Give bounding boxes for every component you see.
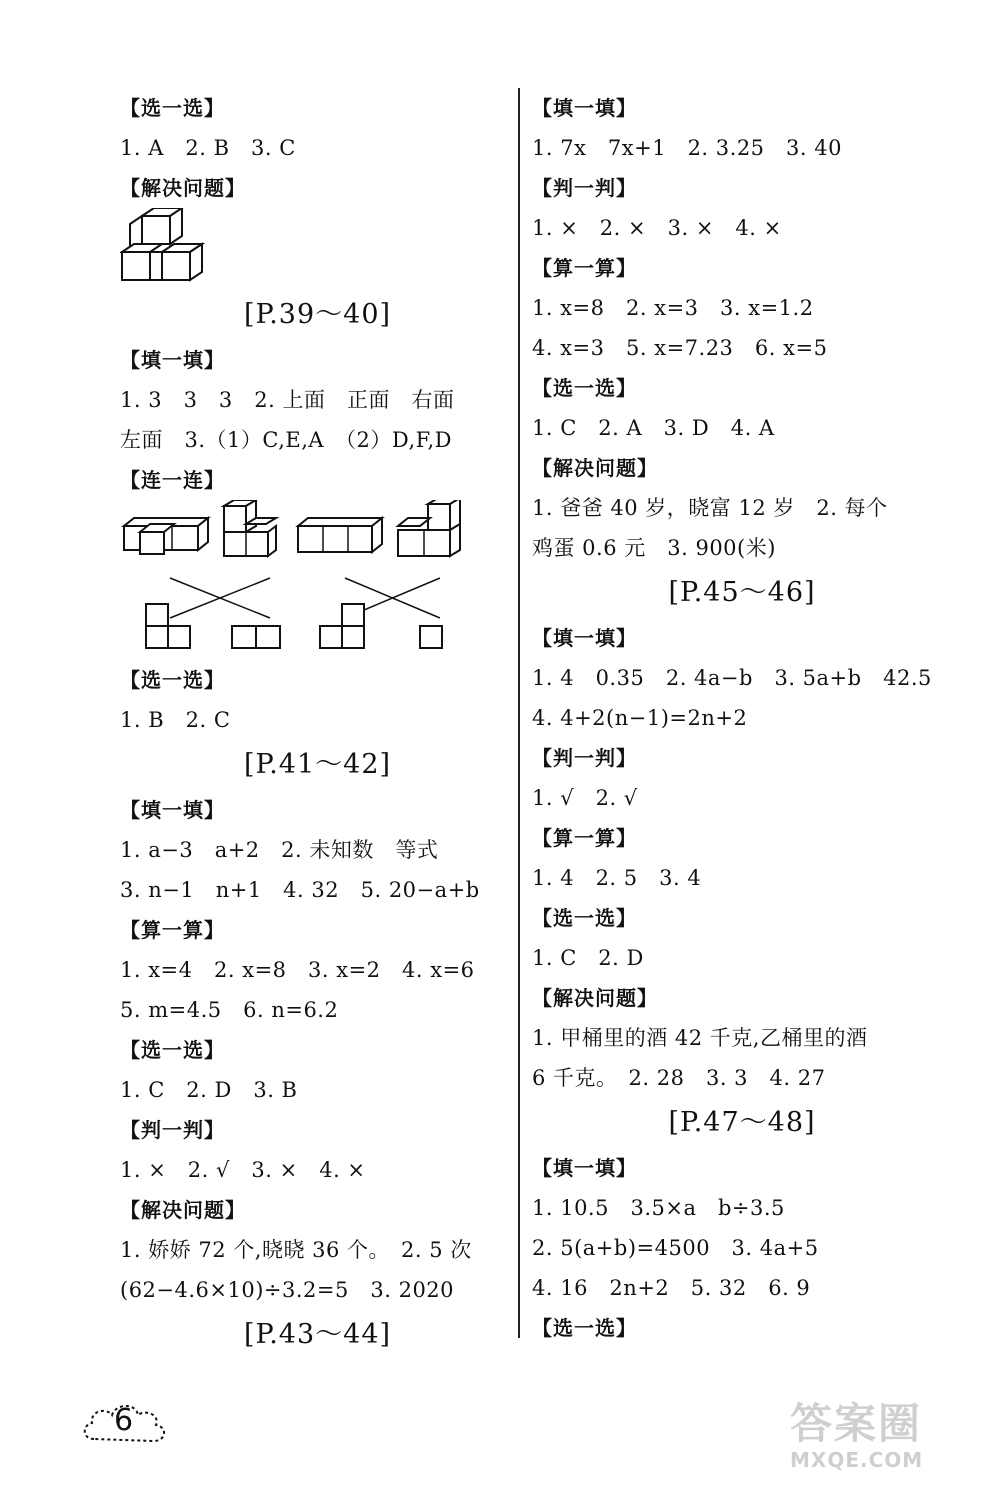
answer-line: (62−4.6×10)÷3.2=5 3. 2020 [120, 1278, 455, 1302]
heading-calculate: 【算一算】 [120, 918, 225, 942]
answer-line: 1. 3 3 3 2. 上面 正面 右面 [120, 388, 455, 412]
answer-line: 1. C 2. D [532, 946, 644, 970]
section-title: [P.43～44] [243, 1319, 392, 1350]
matching-figure [120, 500, 515, 660]
solid-shape [298, 518, 382, 552]
view-shape [146, 604, 190, 648]
heading-judge: 【判一判】 [120, 1118, 225, 1142]
answer-line: 1. x=8 2. x=3 3. x=1.2 [532, 296, 814, 320]
heading-fill: 【填一填】 [120, 348, 225, 372]
answer-line: 1. 4 2. 5 3. 4 [532, 866, 702, 890]
heading-fill: 【填一填】 [120, 798, 225, 822]
solid-shape [398, 500, 460, 556]
answer-line: 1. C 2. A 3. D 4. A [532, 416, 775, 440]
watermark-url: MXQE.COM [790, 1448, 924, 1472]
right-column [532, 88, 952, 1348]
cube-stack-drawing [120, 208, 210, 288]
answer-line: 1. 4 0.35 2. 4a−b 3. 5a+b 42.5 [532, 666, 932, 690]
answer-line: 1. √ 2. √ [532, 786, 638, 810]
heading-solve: 【解决问题】 [532, 456, 658, 480]
answer-line: 2. 5(a+b)=4500 3. 4a+5 [532, 1236, 819, 1260]
view-shape [420, 626, 442, 648]
answer-line: 鸡蛋 0.6 元 3. 900(米) [532, 536, 776, 560]
answer-line: 5. m=4.5 6. n=6.2 [120, 998, 339, 1022]
section-title: [P.45～46] [668, 577, 816, 608]
column-divider [518, 88, 520, 1338]
answer-line: 1. 娇娇 72 个,晓晓 36 个。 2. 5 次 [120, 1238, 472, 1262]
answer-line: 1. 7x 7x+1 2. 3.25 3. 40 [532, 136, 842, 160]
answer-line: 1. × 2. × 3. × 4. × [532, 216, 782, 240]
heading-solve: 【解决问题】 [120, 176, 246, 200]
heading-solve: 【解决问题】 [532, 986, 658, 1010]
answer-line: 左面 3.（1）C,E,A （2）D,F,D [120, 428, 452, 452]
answer-line: 4. 4+2(n−1)=2n+2 [532, 706, 748, 730]
left-column [120, 88, 515, 1360]
solid-shape [124, 518, 208, 554]
answer-line: 1. x=4 2. x=8 3. x=2 4. x=6 [120, 958, 475, 982]
heading-fill: 【填一填】 [532, 626, 637, 650]
answer-line: 1. A 2. B 3. C [120, 136, 296, 160]
answer-line: 1. B 2. C [120, 708, 231, 732]
heading-choose: 【选一选】 [120, 96, 225, 120]
answer-line: 1. 10.5 3.5×a b÷3.5 [532, 1196, 785, 1220]
heading-fill: 【填一填】 [532, 96, 637, 120]
answer-line: 1. a−3 a+2 2. 未知数 等式 [120, 838, 439, 862]
page-number: 6 [114, 1403, 134, 1438]
section-title: [P.39～40] [243, 299, 392, 330]
answer-line: 1. 爸爸 40 岁，晓富 12 岁 2. 每个 [532, 496, 888, 520]
heading-fill: 【填一填】 [532, 1156, 637, 1180]
heading-choose: 【选一选】 [532, 1316, 637, 1340]
watermark [790, 1400, 980, 1480]
answer-line: 1. 甲桶里的酒 42 千克,乙桶里的酒 [532, 1026, 868, 1050]
page-number-badge [80, 1395, 170, 1455]
answer-line: 4. 16 2n+2 5. 32 6. 9 [532, 1276, 811, 1300]
heading-judge: 【判一判】 [532, 746, 637, 770]
section-title: [P.47～48] [668, 1107, 816, 1138]
heading-choose: 【选一选】 [120, 668, 225, 692]
view-shape [232, 626, 280, 648]
matching-drawing [120, 500, 515, 660]
answer-line: 1. C 2. D 3. B [120, 1078, 298, 1102]
heading-choose: 【选一选】 [532, 906, 637, 930]
section-title: [P.41～42] [243, 749, 392, 780]
heading-judge: 【判一判】 [532, 176, 637, 200]
solid-shape [224, 500, 276, 556]
heading-calculate: 【算一算】 [532, 256, 637, 280]
heading-choose: 【选一选】 [120, 1038, 225, 1062]
answer-line: 3. n−1 n+1 4. 32 5. 20−a+b [120, 878, 480, 902]
answer-line: 4. x=3 5. x=7.23 6. x=5 [532, 336, 828, 360]
cube-figure [120, 208, 515, 290]
watermark-text: 答案圈 [790, 1399, 923, 1448]
heading-solve: 【解决问题】 [120, 1198, 246, 1222]
heading-choose: 【选一选】 [532, 376, 637, 400]
heading-calculate: 【算一算】 [532, 826, 637, 850]
heading-connect: 【连一连】 [120, 468, 225, 492]
view-shape [320, 604, 364, 648]
answer-line: 6 千克。 2. 28 3. 3 4. 27 [532, 1066, 826, 1090]
answer-line: 1. × 2. √ 3. × 4. × [120, 1158, 366, 1182]
